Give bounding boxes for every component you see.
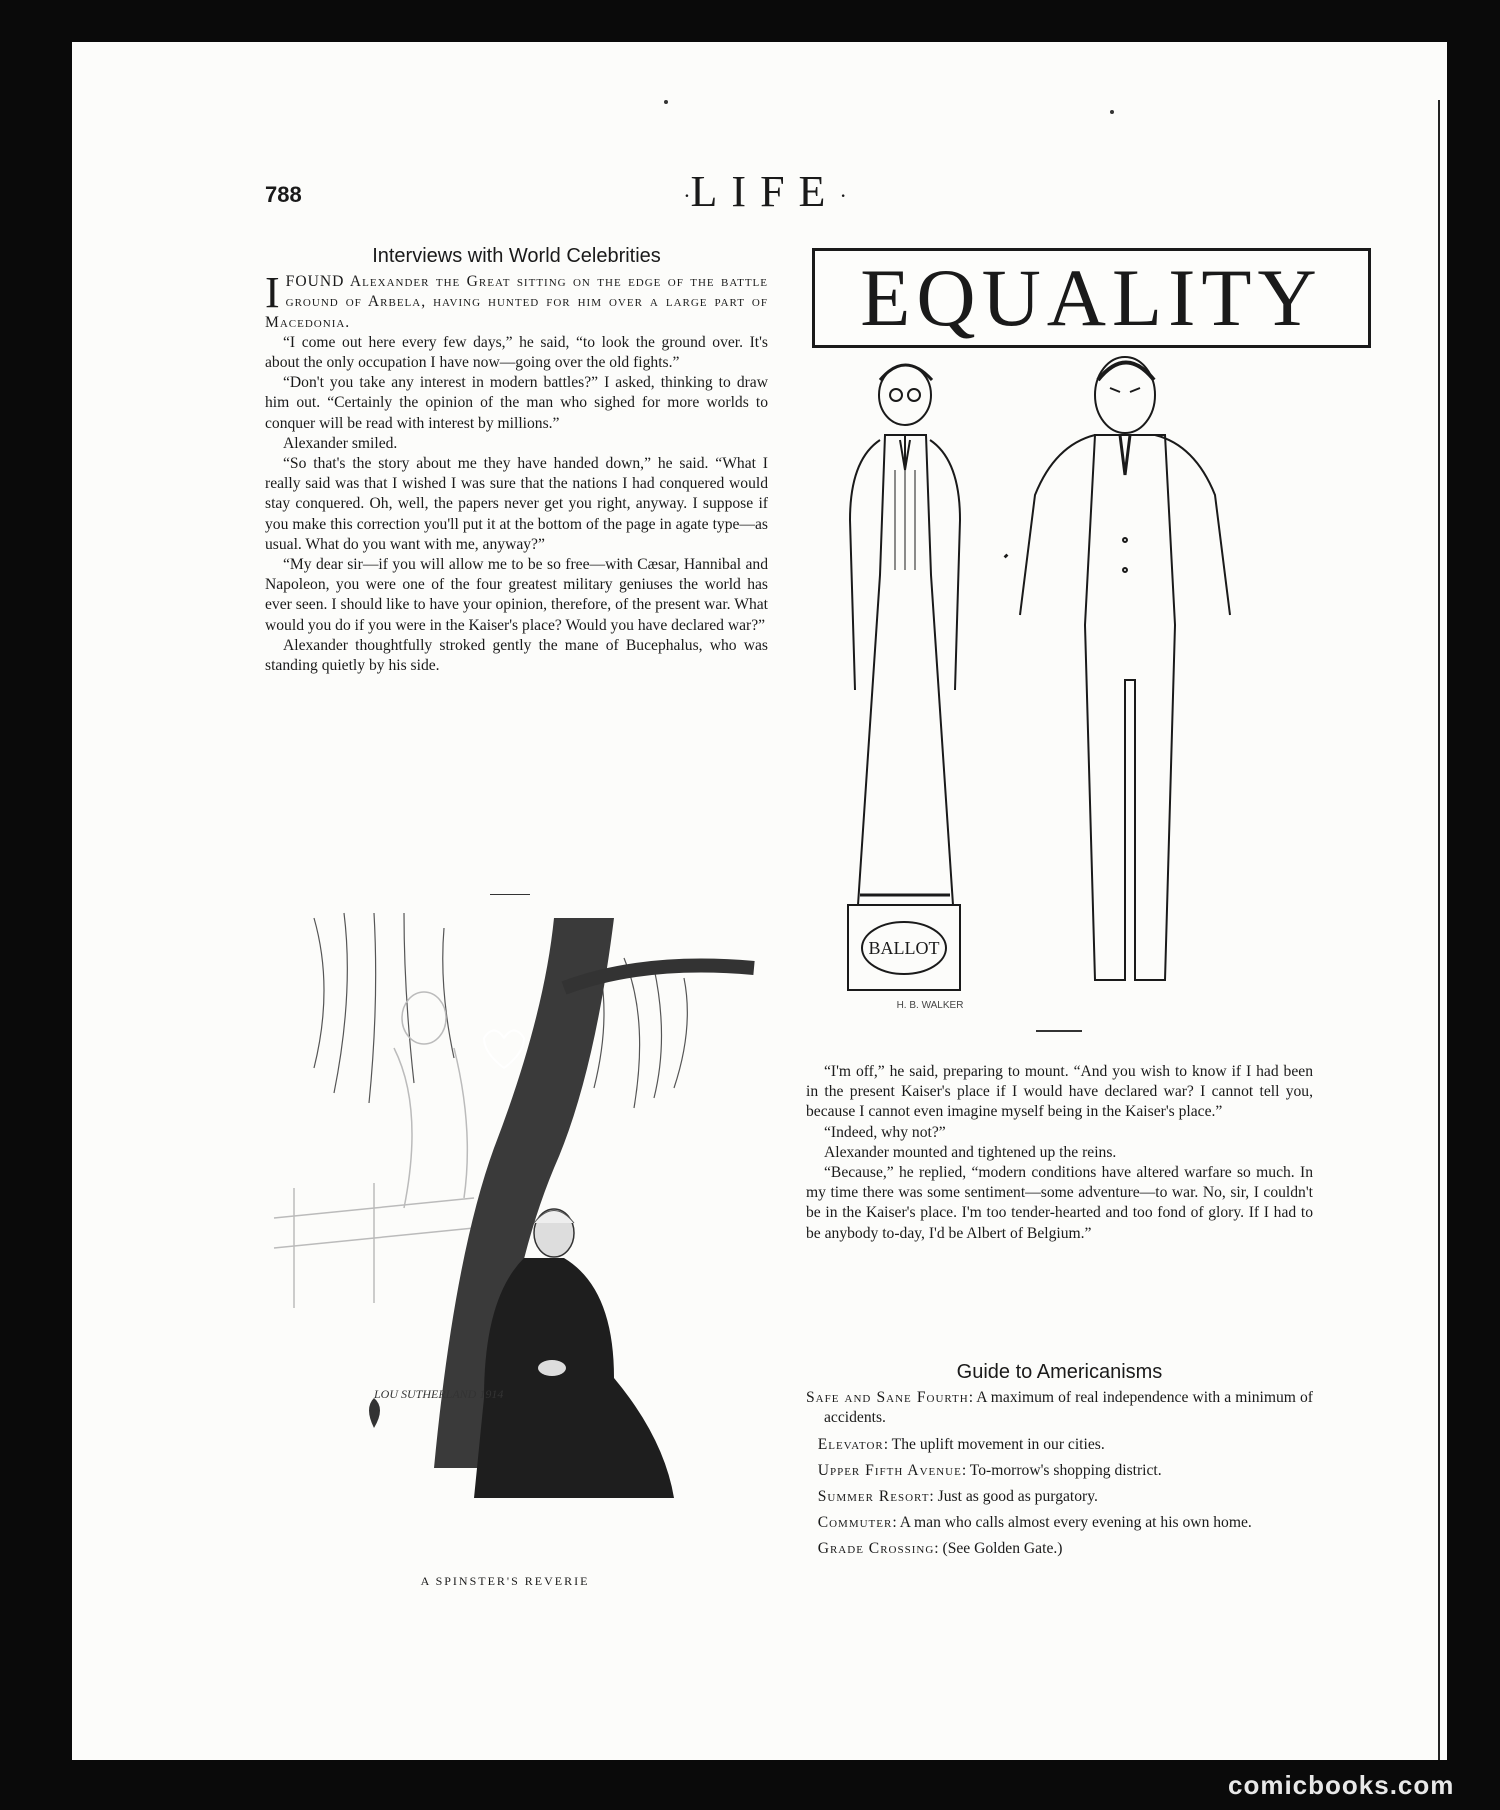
equality-cartoon: [820, 340, 1240, 1010]
scan-speck: [664, 100, 668, 104]
article-paragraph: “Because,” he replied, “modern conditions have altered warfare so much. In my time there was some sentiment—some adventure—to war. No, sir, I couldn't be in the Kaiser's place. I'm too tender-hearted and too fond of glory. If I had to be anybody to-day, I'd be Albert of Belgium.”: [806, 1164, 1313, 1242]
article-paragraph: “My dear sir—if you will allow me to be so free—with Cæsar, Hannibal and Napoleon, you were one of the four greatest military geniuses the world has ever seen. I should like to have your opinion, therefore, of the present war. What would you do if you were in the Kaiser's place? Would you have declared war?”: [265, 556, 768, 634]
cartoon-signature: H. B. WALKER: [896, 1000, 964, 1010]
guide-definition: The uplift movement in our cities.: [891, 1435, 1105, 1453]
spinster-illustration: [254, 908, 756, 1500]
illustration-signature: LOU SUTHERLAND 1914: [374, 1387, 504, 1401]
man-suit: [1085, 435, 1175, 980]
article-paragraph: “I'm off,” he said, preparing to mount. “And you wish to know if I had been in the present Kaiser's place if I would have declared war? I cannot tell you, because I cannot even imagine myself being in the Kaiser's place.”: [806, 1063, 1313, 1121]
guide-entry: Elevator: The uplift movement in our cities.: [817, 1435, 1105, 1453]
guide-definition: Just as good as purgatory.: [937, 1488, 1098, 1506]
article-paragraph: Alexander thoughtfully stroked gently the mane of Bucephalus, who was standing quietly by his side.: [265, 636, 768, 675]
guide-definition: A man who calls almost every evening at his own home.: [899, 1514, 1252, 1532]
man-arms: [1020, 435, 1230, 615]
guide-term: Grade Crossing: [817, 1540, 935, 1558]
guide-term: Upper Fifth Avenue: [817, 1461, 962, 1479]
article-paragraph: “Indeed, why not?”: [824, 1123, 946, 1141]
article-title: Interviews with World Celebrities: [372, 245, 661, 267]
illustration-caption: A SPINSTER'S REVERIE: [420, 1574, 590, 1588]
gutter-rule: [1438, 100, 1440, 1760]
man-head: [1095, 357, 1155, 433]
guide-term: Commuter: [817, 1514, 893, 1532]
article-paragraph: “So that's the story about me they have handed down,” he said. “What I really said was that I wished I was sure that the nations I had conquered would stay conquered. Oh, well, the papers never get you right, anyway. I suppose if you make this correction you'll put it at the bottom of the page in agate type—as usual. What do you want with me, anyway?”: [265, 455, 768, 553]
article-paragraph: [265, 268, 768, 333]
interview-article: [265, 246, 768, 676]
article-paragraph: “Don't you take any interest in modern battles?” I asked, thinking to draw him out. “Certainly the opinion of the man who sighed for more worlds to conquer will be read with interest by millions.”: [265, 374, 768, 432]
guide-entry: Safe and Sane Fourth: A maximum of real independence with a minimum of accidents.: [806, 1389, 1313, 1427]
site-watermark: comicbooks.com: [1228, 1770, 1455, 1800]
scan-speck: [1110, 110, 1114, 114]
guide-definition: To-morrow's shopping district.: [969, 1461, 1162, 1479]
article-paragraph: Alexander mounted and tightened up the reins.: [824, 1143, 1117, 1161]
article-paragraph: Alexander smiled.: [283, 434, 398, 452]
guide-definition: (See Golden Gate.): [942, 1540, 1063, 1558]
guide-entry: Commuter: A man who calls almost every evening at his own home.: [817, 1514, 1252, 1532]
guide-entry: Upper Fifth Avenue: To-morrow's shopping district.: [817, 1461, 1162, 1479]
masthead: ·LIFE·: [683, 167, 847, 216]
guide-entry: Grade Crossing: (See Golden Gate.): [817, 1540, 1063, 1558]
cartoon-title: EQUALITY: [812, 248, 1371, 348]
guide-term: Elevator: [817, 1435, 884, 1453]
guide-entry: Summer Resort: Just as good as purgatory.: [817, 1488, 1098, 1506]
drop-cap: I: [265, 268, 280, 318]
guide-term: Summer Resort: [817, 1488, 930, 1506]
separator: [490, 894, 530, 895]
interview-continued: [806, 1062, 1313, 1244]
article-paragraph: “I come out here every few days,” he said, “to look the ground over. It's about the only occupation I have now—going over the old fights.”: [265, 333, 768, 372]
first-paragraph: FOUND Alexander the Great sitting on the edge of the battle ground of Arbela, having hunted for him over a large part of Macedonia.: [265, 273, 768, 331]
ballot-label: BALLOT: [868, 938, 940, 958]
guide-section: [806, 1362, 1313, 1566]
separator: [1036, 1030, 1082, 1032]
guide-term: Safe and Sane Fourth: [806, 1389, 969, 1407]
guide-title: Guide to Americanisms: [956, 1361, 1163, 1383]
page-number: 788: [265, 182, 302, 207]
guide-definition: A maximum of real independence with a minimum of accidents.: [824, 1389, 1313, 1427]
